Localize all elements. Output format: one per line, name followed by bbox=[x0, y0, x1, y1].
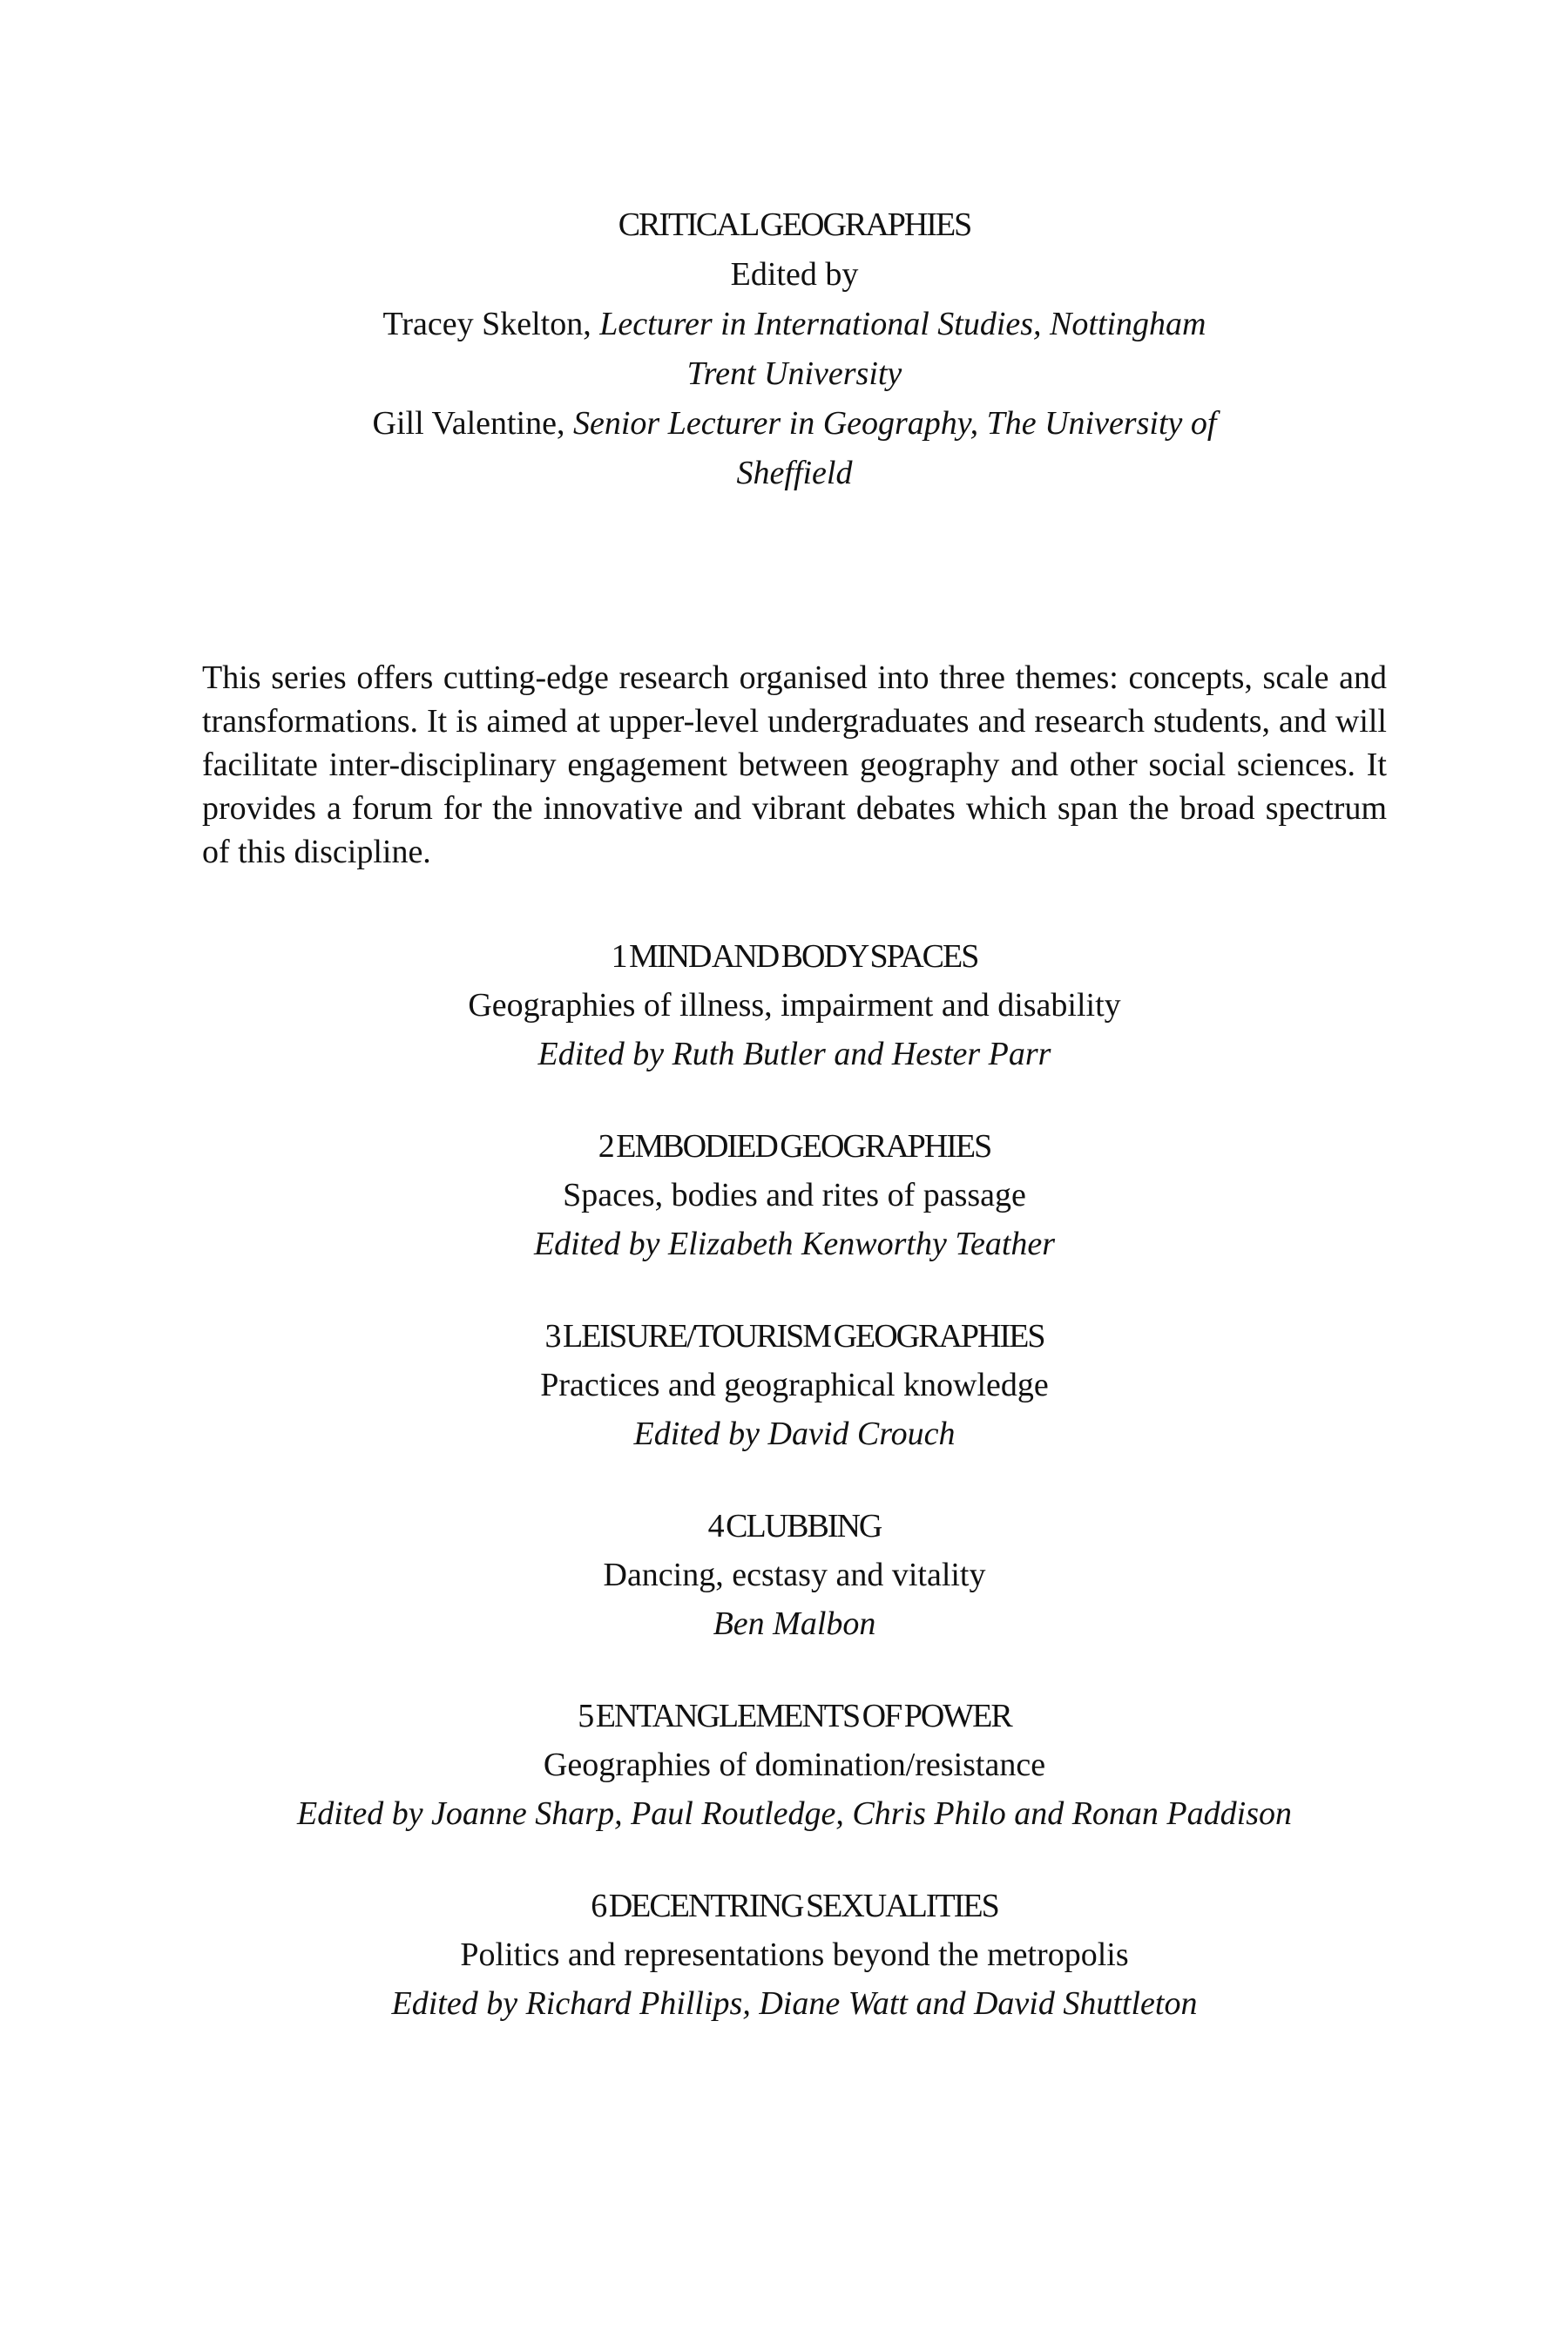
book-editors: Edited by David Crouch bbox=[633, 1416, 956, 1452]
book-subtitle: Practices and geographical knowledge bbox=[540, 1367, 1049, 1403]
book-entry bbox=[202, 1502, 1387, 1648]
editor-role: Senior Lecturer in Geography, The University of bbox=[572, 405, 1217, 442]
series-description: This series offers cutting-edge research organised into three themes: concepts, scale and transformations. It is aimed at upper-level undergraduates and research students, and will facilitate inter-disciplinary engagement between geography and other social sciences. It provides a forum for the innovative and vibrant debates which span the broad spectrum of this discipline. bbox=[202, 659, 1387, 870]
book-title: 2 EMBODIED GEOGRAPHIES bbox=[598, 1128, 991, 1165]
book-subtitle: Geographies of domination/resistance bbox=[543, 1747, 1046, 1783]
book-list bbox=[202, 932, 1387, 2072]
book-entry bbox=[202, 1312, 1387, 1458]
book-editors: Edited by Joanne Sharp, Paul Routledge, Chris Philo and Ronan Paddison bbox=[297, 1795, 1292, 1832]
book-editors: Ben Malbon bbox=[713, 1605, 876, 1642]
book-entry bbox=[202, 1882, 1387, 2028]
book-title: 5 ENTANGLEMENTS OF POWER bbox=[578, 1698, 1011, 1734]
editor-role-continued: Trent University bbox=[686, 355, 902, 392]
book-editors: Edited by Ruth Butler and Hester Parr bbox=[537, 1036, 1051, 1072]
series-header bbox=[202, 200, 1387, 498]
book-title: 1 MIND AND BODY SPACES bbox=[611, 938, 978, 975]
book-title: 3 LEISURE/TOURISM GEOGRAPHIES bbox=[544, 1318, 1044, 1355]
book-subtitle: Geographies of illness, impairment and disability bbox=[468, 987, 1121, 1024]
editor-name: Gill Valentine, bbox=[372, 405, 565, 442]
series-editor bbox=[202, 399, 1387, 498]
book-entry bbox=[202, 932, 1387, 1078]
series-editor bbox=[202, 300, 1387, 399]
book-title: 4 CLUBBING bbox=[707, 1508, 882, 1544]
book-editors: Edited by Richard Phillips, Diane Watt and David Shuttleton bbox=[391, 1985, 1198, 2022]
book-subtitle: Spaces, bodies and rites of passage bbox=[563, 1177, 1026, 1213]
book-subtitle: Dancing, ecstasy and vitality bbox=[603, 1557, 986, 1593]
editor-role-continued: Sheffield bbox=[736, 455, 853, 491]
book-subtitle: Politics and representations beyond the metropolis bbox=[460, 1936, 1129, 1973]
editor-name: Tracey Skelton, bbox=[382, 306, 591, 342]
edited-by-label: Edited by bbox=[730, 256, 859, 293]
book-title: 6 DECENTRING SEXUALITIES bbox=[591, 1888, 998, 1924]
editor-role: Lecturer in International Studies, Nottingham bbox=[599, 306, 1206, 342]
book-editors: Edited by Elizabeth Kenworthy Teather bbox=[533, 1226, 1056, 1262]
series-title: CRITICA L GEOGRAPHIES bbox=[618, 206, 971, 243]
book-entry bbox=[202, 1692, 1387, 1838]
book-entry bbox=[202, 1122, 1387, 1268]
